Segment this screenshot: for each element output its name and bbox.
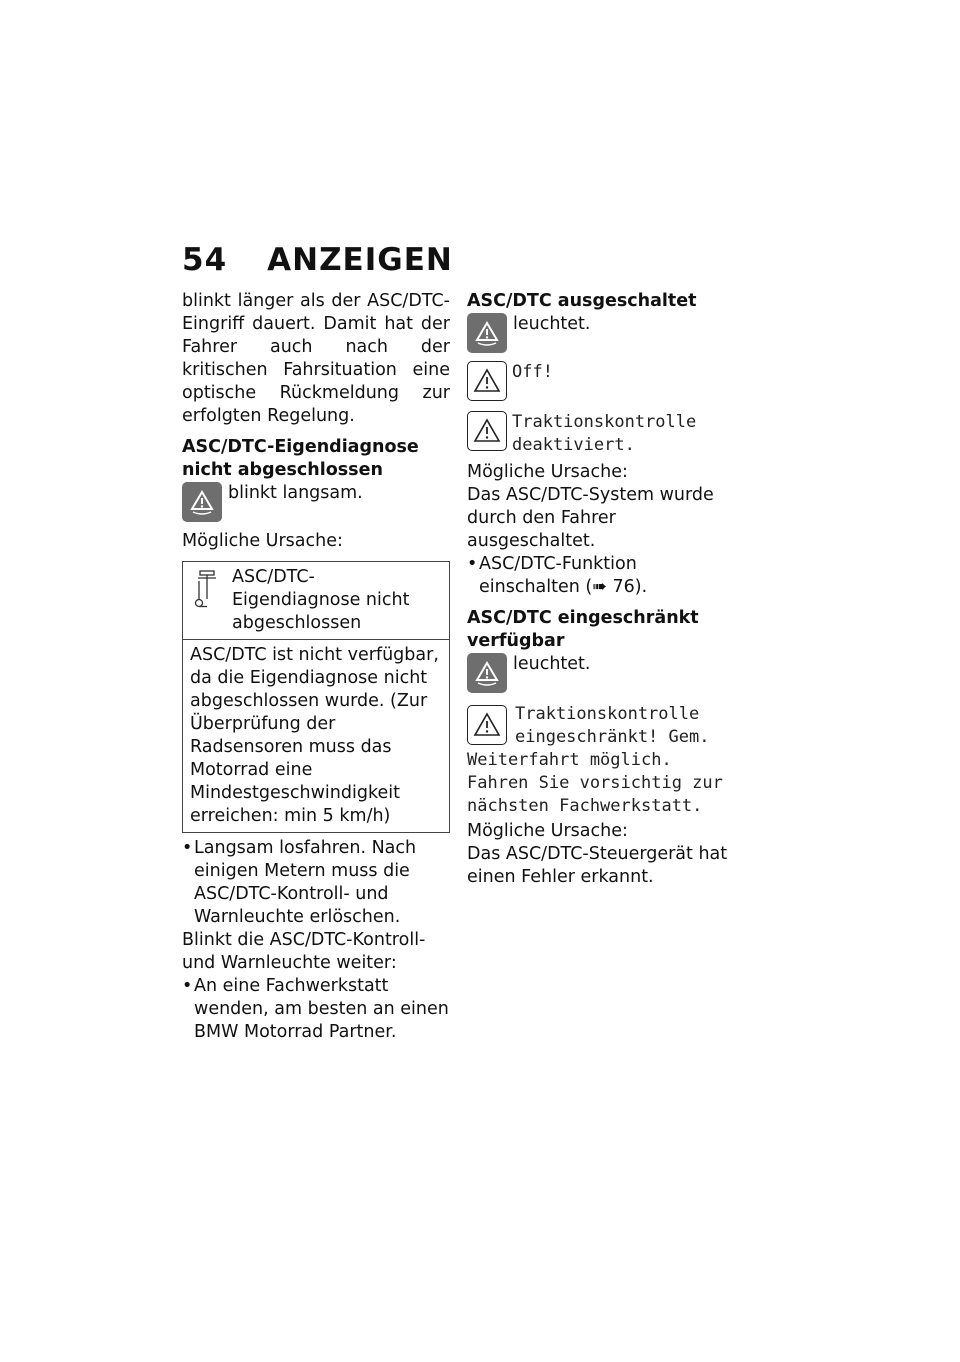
display-message-text: Off!	[512, 362, 553, 382]
possible-cause-text: Das ASC/DTC-Steuergerät hat einen Fehler erkannt.	[467, 844, 728, 887]
page-header	[182, 242, 453, 278]
right-column	[467, 290, 742, 889]
asc-dtc-indicator-icon	[467, 653, 507, 693]
intro-paragraph: blinkt länger als der ASC/DTC-Eingriff dauert. Damit hat der Fahrer auch nach der kritischen Fahrsituation eine optische Rückmeldung zur erfolgten Regelung.	[182, 291, 450, 426]
display-message-text: Traktionskontrolle deaktiviert.	[512, 412, 697, 455]
message-box-body: ASC/DTC ist nicht verfügbar, da die Eigendiagnose nicht abgeschlossen wurde. (Zur Überprüfung der Radsensoren muss das Motorrad eine Mindestgeschwindigkeit erreichen: min 5 km/h)	[190, 645, 439, 826]
diagnosis-tool-icon	[190, 569, 224, 616]
bullet-text: Langsam losfahren. Nach einigen Metern muss die ASC/DTC-Kontroll- und Warnleuchte erlöschen.	[194, 838, 417, 927]
section-heading-switched-off: ASC/DTC ausgeschaltet	[467, 291, 697, 311]
possible-cause-label: Mögliche Ursache:	[467, 821, 628, 841]
indicator-status-text: blinkt langsam.	[228, 483, 363, 503]
warning-triangle-icon	[467, 411, 507, 451]
page-number: 54	[182, 242, 228, 278]
section-heading-selfdiagnosis: ASC/DTC-Eigendiagnose nicht abgeschlossen	[182, 437, 419, 480]
bullet-text: An eine Fachwerkstatt wenden, am besten an einen BMW Motorrad Partner.	[194, 976, 449, 1042]
indicator-row	[182, 482, 450, 522]
section-heading-restricted: ASC/DTC eingeschränkt verfügbar	[467, 608, 699, 651]
warning-triangle-icon	[467, 361, 507, 401]
possible-cause-label: Mögliche Ursache:	[467, 462, 628, 482]
possible-cause-label: Mögliche Ursache:	[182, 531, 343, 551]
display-message-row	[467, 411, 742, 457]
diagnosis-message-box	[182, 561, 450, 833]
page-title: ANZEIGEN	[267, 242, 453, 278]
indicator-row	[467, 313, 742, 353]
warning-triangle-icon	[467, 705, 507, 745]
display-message-text: Traktionskontrolle eingeschränkt! Gem. Weiterfahrt möglich. Fahren Sie vorsichtig zur nächsten Fachwerkstatt.	[467, 704, 723, 816]
display-message-row	[467, 361, 742, 401]
indicator-status-text: leuchtet.	[513, 314, 591, 334]
bullet-dot: •	[182, 838, 193, 858]
indicator-row	[467, 653, 742, 693]
left-column	[182, 290, 450, 1044]
asc-dtc-indicator-icon	[182, 482, 222, 522]
blink-continue-text: Blinkt die ASC/DTC-Kontroll- und Warnleuchte weiter:	[182, 930, 426, 973]
display-message-block	[467, 703, 742, 818]
possible-cause-text: Das ASC/DTC-System wurde durch den Fahrer ausgeschaltet.	[467, 485, 714, 551]
message-box-title-cell	[183, 562, 449, 639]
list-item	[182, 837, 450, 929]
list-item	[467, 553, 742, 599]
list-item	[182, 975, 450, 1044]
bullet-text: ASC/DTC-Funktion einschalten (➠ 76).	[479, 554, 648, 597]
bullet-dot: •	[467, 554, 478, 574]
message-box-body-cell	[183, 639, 449, 832]
bullet-dot: •	[182, 976, 193, 996]
asc-dtc-indicator-icon	[467, 313, 507, 353]
indicator-status-text: leuchtet.	[513, 654, 591, 674]
message-box-title: ASC/DTC-Eigendiagnose nicht abgeschlossen	[232, 567, 410, 633]
